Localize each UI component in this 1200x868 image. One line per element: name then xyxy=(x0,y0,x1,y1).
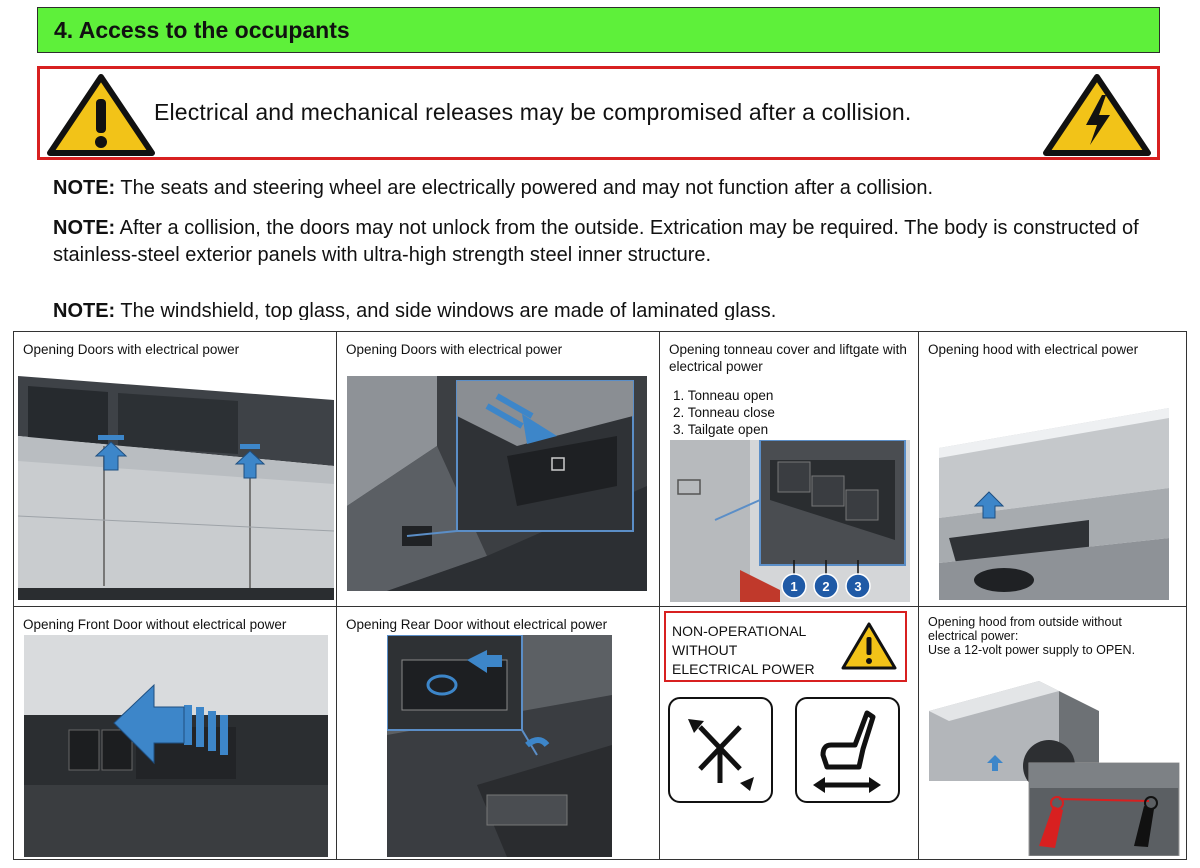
tonneau-steps xyxy=(673,387,775,438)
svg-text:3: 3 xyxy=(854,579,862,594)
note-3: NOTE: The windshield, top glass, and side windows are made of laminated glass. xyxy=(53,300,777,320)
note-2: NOTE: After a collision, the doors may not unlock from the outside. Extrication may be required. The body is constructed of stainless-steel exterior panels with ultra-high strength steel inner structure. xyxy=(53,217,1139,266)
caution-icon xyxy=(840,621,898,671)
panel-doors-electrical-2 xyxy=(337,332,660,607)
panel-hood-electrical xyxy=(919,332,1186,607)
button-markers xyxy=(778,560,878,600)
truck-front-illustration xyxy=(929,388,1179,600)
panel-front-door-manual xyxy=(14,607,337,859)
panel-caption: Opening Front Door without electrical power xyxy=(23,617,287,632)
collision-warning-box xyxy=(37,66,1160,160)
caption-line: electrical power: xyxy=(928,629,1019,643)
badge-line-3: ELECTRICAL POWER xyxy=(672,661,815,677)
caption-line: Opening hood from outside without xyxy=(928,615,1122,629)
panel-non-operational xyxy=(660,607,919,859)
panel-caption: Opening Doors with electrical power xyxy=(346,342,563,357)
panel-hood-manual xyxy=(919,607,1186,859)
panel-rear-door-manual xyxy=(337,607,660,859)
rear-door-release-illustration xyxy=(387,635,612,857)
caption-line: Use a 12-volt power supply to OPEN. xyxy=(928,643,1136,657)
panel-doors-electrical-1 xyxy=(14,332,337,607)
non-operational-badge xyxy=(664,611,907,682)
step-item: 2. Tonneau close xyxy=(673,405,775,420)
svg-text:1: 1 xyxy=(790,579,798,594)
note-1: NOTE: The seats and steering wheel are electrically powered and may not function after a collision. xyxy=(53,177,934,199)
hood-12v-illustration xyxy=(929,671,1184,856)
high-voltage-icon xyxy=(1042,73,1152,157)
truck-side-illustration xyxy=(18,366,334,600)
badge-line-2: WITHOUT xyxy=(672,642,738,658)
section-title: 4. Access to the occupants xyxy=(54,17,350,43)
panel-caption xyxy=(928,615,1178,657)
step-item: 1. Tonneau open xyxy=(673,388,774,403)
panel-caption: Opening tonneau cover and liftgate with electrical power xyxy=(669,342,907,374)
front-door-release-illustration xyxy=(24,635,328,857)
door-switch-illustration xyxy=(347,376,647,591)
warning-message: Electrical and mechanical releases may be compromised after a collision. xyxy=(154,99,912,125)
caution-icon xyxy=(46,73,156,157)
svg-text:2: 2 xyxy=(822,579,830,594)
seat-adjust-icon xyxy=(795,697,900,803)
section-header xyxy=(37,7,1160,53)
panel-caption: Opening Rear Door without electrical power xyxy=(346,617,608,632)
badge-line-1: NON-OPERATIONAL xyxy=(672,623,807,639)
procedures-grid xyxy=(13,331,1187,860)
panel-caption: Opening Doors with electrical power xyxy=(23,342,240,357)
panel-tonneau-liftgate xyxy=(660,332,919,607)
step-item: 3. Tailgate open xyxy=(673,422,769,437)
no-steering-wheel-icon xyxy=(668,697,773,803)
panel-caption: Opening hood with electrical power xyxy=(928,342,1139,357)
